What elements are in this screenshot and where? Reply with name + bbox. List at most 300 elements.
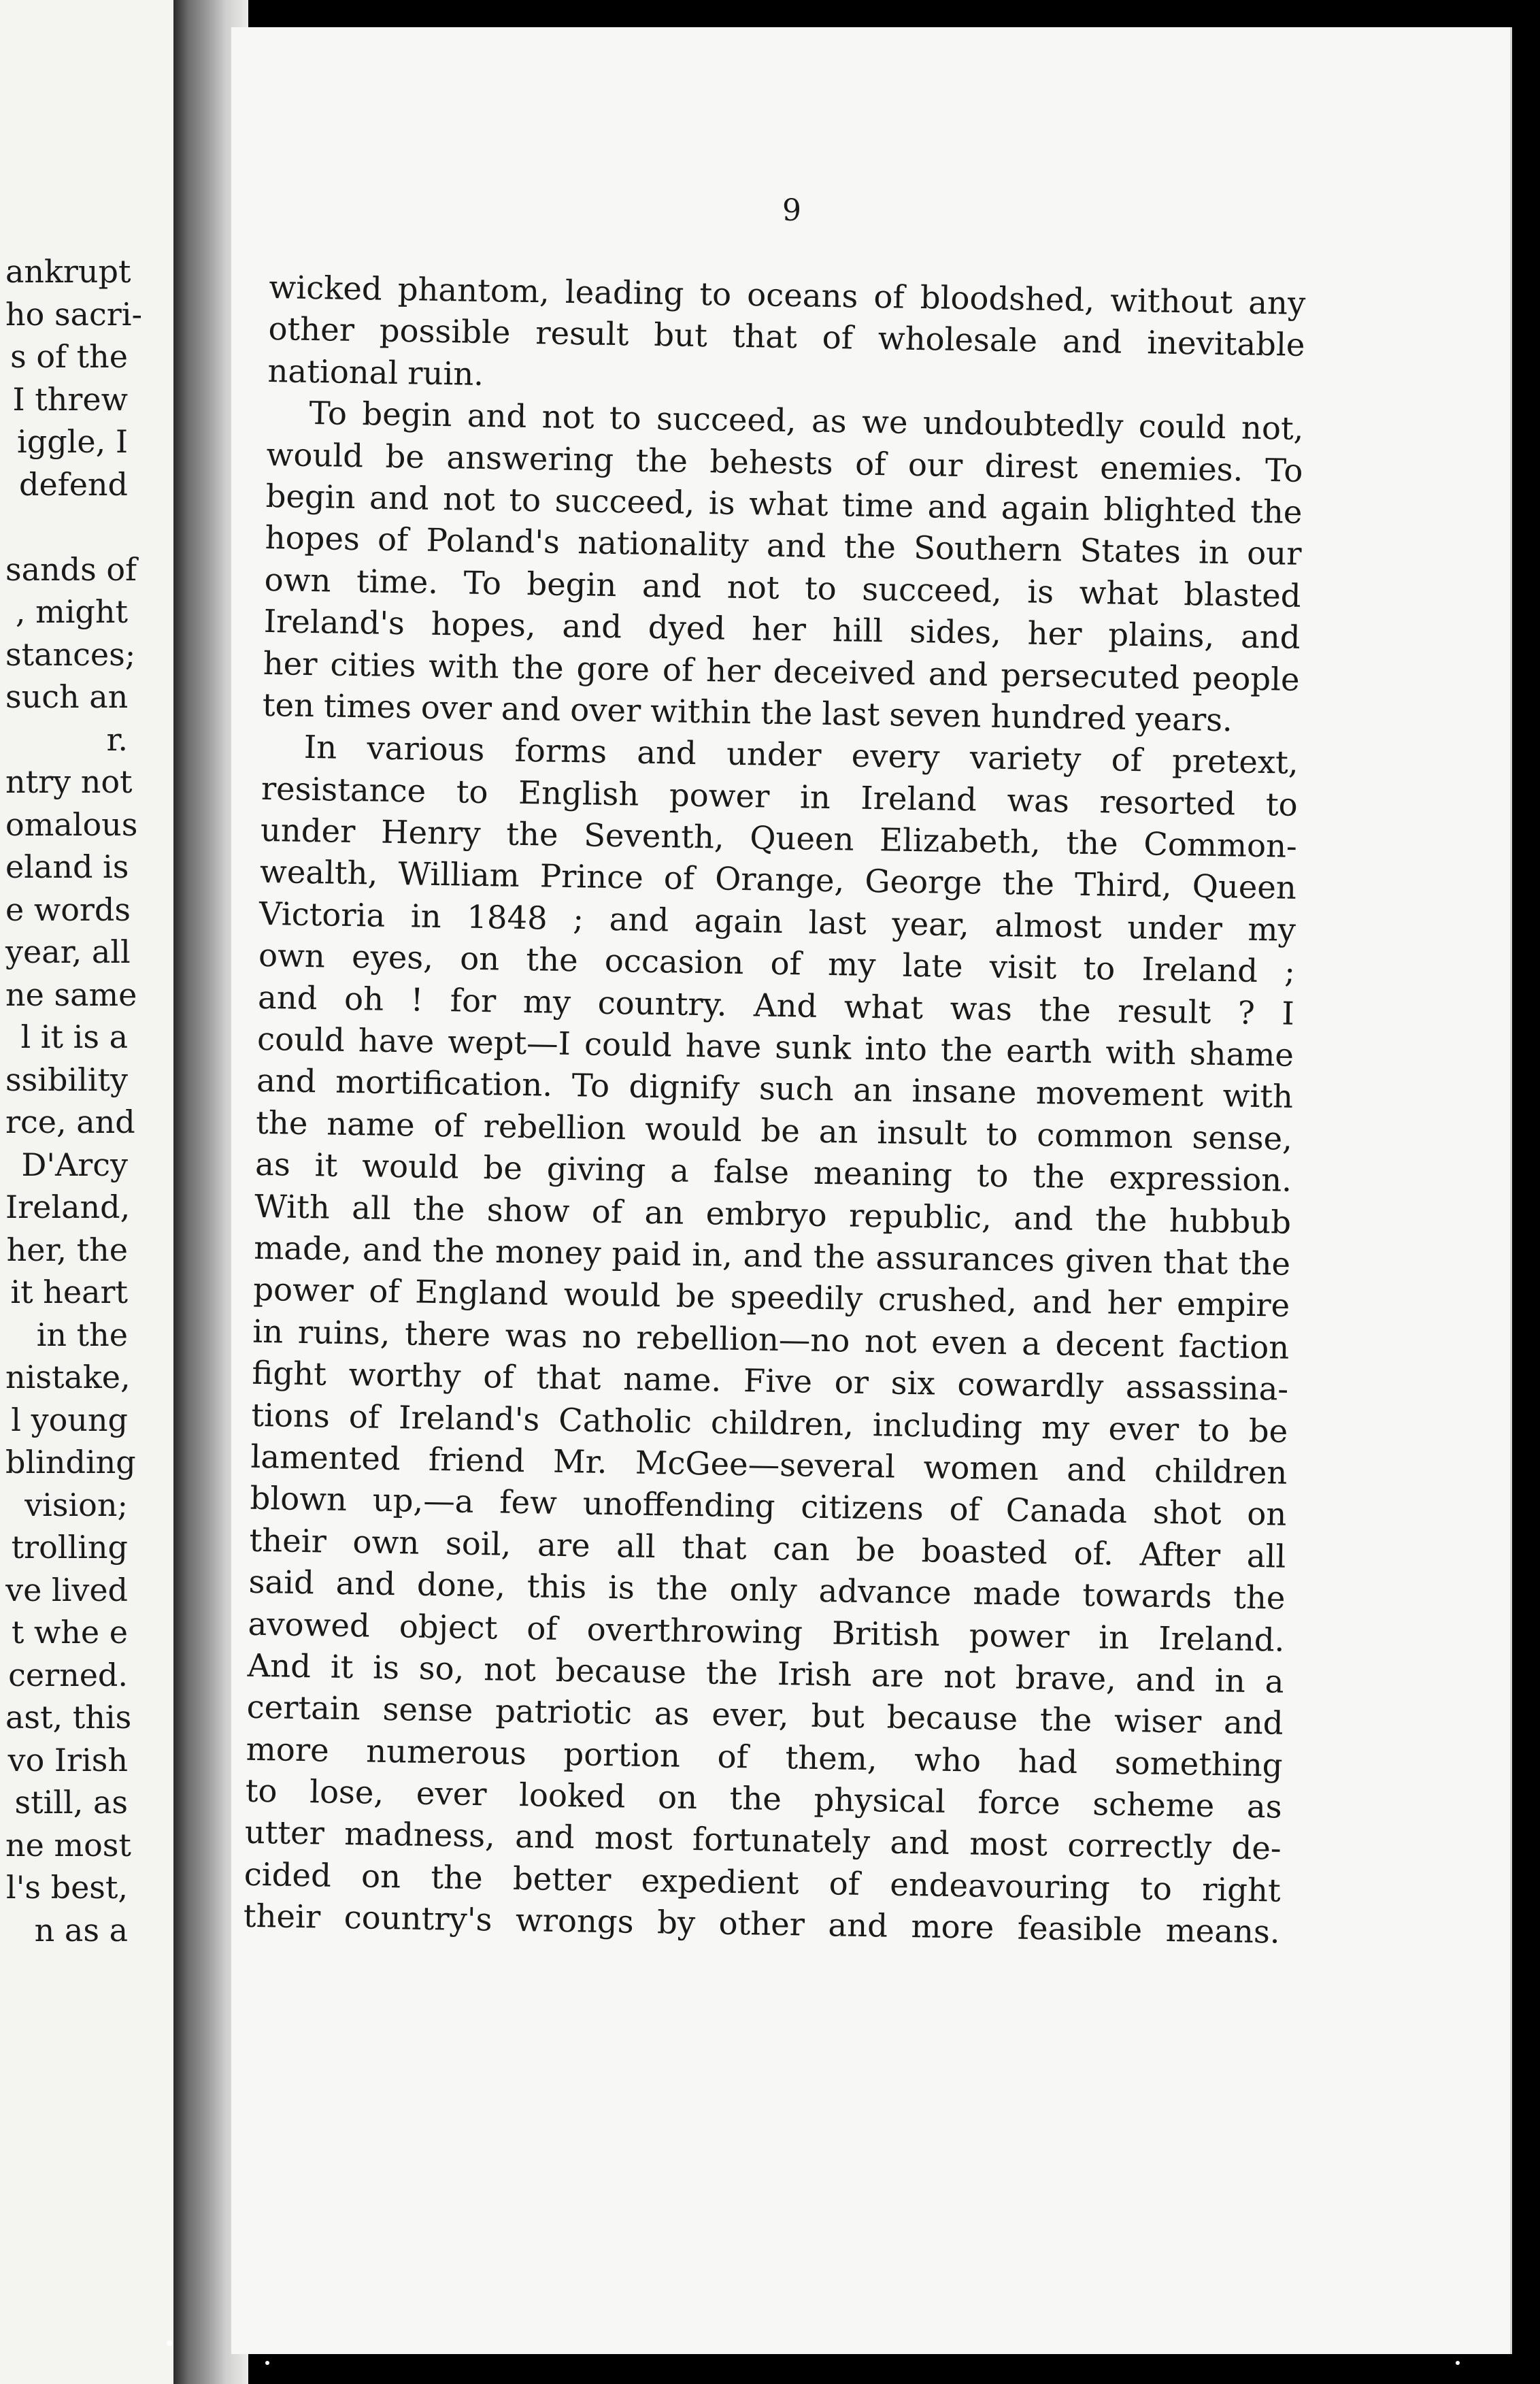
word: towards [1082,1576,1212,1616]
word: would [563,1276,661,1314]
word: the [1250,493,1303,531]
word: in [410,897,442,935]
word: wholesale [877,320,1038,360]
word: for [450,981,497,1020]
word: William [398,855,520,895]
scan-speck [265,2361,269,2365]
word: citizens [800,1488,924,1527]
word: the [635,442,688,480]
word: is [708,484,736,522]
word: as [654,1695,690,1733]
word: on [459,940,500,978]
word: as [254,1146,291,1183]
word: under [1126,908,1223,947]
word: Victoria [258,895,386,934]
word: in [1198,533,1230,572]
word: be [483,1149,523,1187]
word: that [732,318,798,356]
word: and [501,690,561,728]
word: with [1105,1033,1177,1072]
word: only [729,1570,798,1609]
word: would [361,1147,460,1186]
word: and [927,488,988,526]
word: undoubtedly [922,404,1124,444]
word: expedient [641,1861,799,1902]
word: was [1007,781,1070,820]
word: blighted [1103,491,1237,530]
word: up,—a [372,1481,474,1521]
word: because [886,1698,1018,1738]
left-page-fragment-line: cerned. [8,1656,128,1693]
word: and [1240,618,1301,656]
word: show [486,1191,570,1229]
word: behests [709,442,834,482]
word: and [256,1062,317,1100]
word: all [1246,1537,1286,1575]
word: rebellion [483,1107,626,1147]
word: the [505,815,558,853]
word: as [811,402,848,440]
word: and [1013,1199,1074,1238]
word: done, [416,1566,506,1604]
word: country's [344,1899,492,1938]
word: other [268,310,355,349]
word: power [969,1616,1070,1655]
word: sides, [909,612,1002,652]
word: to [456,773,488,810]
word: my [1041,1408,1090,1446]
word: time [841,486,914,525]
word: looked [518,1776,626,1815]
word: of [663,859,695,897]
word: brave, [1015,1659,1117,1698]
word: few [499,1483,558,1522]
word: feasible [1017,1909,1143,1949]
left-page-text-fragments [5,250,142,1951]
word: my [522,982,571,1021]
word: name [326,1105,416,1144]
word: Ireland's [263,603,405,642]
word: deceived [773,652,916,692]
word: plains, [1107,616,1215,655]
word: Poland's [426,522,560,561]
word: not [483,1651,537,1689]
word: any [1248,284,1306,322]
word: ruins, [297,1313,390,1352]
word: on [1246,1495,1287,1534]
word: inevitable [1146,324,1305,364]
word: my [827,946,876,984]
left-page-fragment-line: ssibility [5,1061,128,1098]
word: and [362,1231,422,1269]
word: every [851,737,941,776]
word: fortunately [692,1821,871,1861]
word: of [591,1193,623,1230]
left-page-fragment-line: iggle, I [17,423,128,460]
word: ? [1237,994,1256,1031]
word: it [314,1146,338,1184]
word: After [1139,1536,1221,1574]
word: and [467,397,527,435]
left-page-fragment-line: , might [15,593,128,630]
word: patriotic [495,1692,633,1732]
word: had [1018,1742,1078,1781]
word: within [650,692,752,731]
word: wept—I [447,1023,571,1063]
word: even [931,1323,1007,1361]
word: To [309,395,348,432]
word: year, [892,905,970,944]
word: the [431,1858,484,1897]
left-page-fragment-line: l it is a [20,1019,128,1055]
word: on [361,1857,401,1895]
word: to [1083,950,1116,987]
left-page-fragment-line: defend [19,465,128,503]
word: sunk [774,1028,852,1067]
word: most [594,1819,673,1858]
word: again [694,901,784,940]
word: more [911,1908,994,1947]
word: our [1246,534,1302,573]
left-page-fragment-line: ne same [5,976,137,1013]
word: the [255,1104,308,1142]
word: George [865,863,983,902]
scan-speck [167,2340,172,2346]
word: can [772,1529,831,1568]
word: that [682,1528,747,1566]
word: succeed, [554,482,695,521]
word: sense [382,1691,473,1729]
word: false [713,1153,790,1191]
left-page-fragment-line: vo Irish [7,1741,128,1778]
word: giving [546,1150,646,1189]
word: de- [1231,1829,1282,1868]
word: was [950,989,1013,1027]
word: not [541,398,595,436]
word: be [385,437,425,476]
word: the [1039,991,1092,1029]
word: expression. [1109,1159,1292,1199]
word: not [943,1657,997,1695]
word: lose, [309,1773,384,1811]
word: faction [1178,1327,1290,1366]
word: most [969,1825,1048,1864]
word: not [442,480,496,518]
word: and [514,1818,575,1856]
left-page-fragment-line: l's best, [6,1869,128,1906]
word: ever [1108,1410,1179,1448]
word: lamented [250,1438,401,1478]
left-page-fragment-line: sands of [5,550,137,588]
word: her [1027,614,1082,652]
word: her [263,644,318,682]
word: occasion [604,942,744,982]
word: wrongs [515,1902,634,1940]
word: Queen [749,819,854,858]
word: nationality [577,524,750,564]
word: the [1094,1200,1148,1239]
word: their [243,1897,321,1936]
word: unoffending [582,1485,775,1525]
word: insane [911,1072,1017,1111]
word: could [584,1025,673,1064]
word: to [986,1115,1018,1153]
word: years. [1135,699,1233,739]
word: various [367,729,485,769]
word: not, [1241,409,1304,448]
word: numerous [365,1732,527,1772]
word: sense, [1192,1119,1293,1157]
word: the [526,941,579,979]
word: the [729,1779,782,1818]
word: and [369,479,430,517]
word: in [1098,1618,1130,1656]
word: McGee—several [635,1444,896,1485]
word: overthrowing [586,1610,803,1651]
left-page-fragment-line: blinding [5,1444,136,1480]
word: of [368,1272,400,1310]
left-page-fragment-line: Ireland, [5,1189,131,1225]
word: of [1111,741,1143,779]
word: have [685,1027,762,1065]
word: Third, [1074,866,1173,905]
word: ; [1284,953,1296,991]
word: what [1079,574,1159,612]
word: of [482,1358,515,1396]
word: of [717,1738,749,1775]
word: children [1154,1452,1288,1491]
word: common [1036,1116,1173,1155]
word: and [641,567,702,605]
word: a [1265,1663,1284,1700]
word: blown [250,1480,348,1519]
word: is [607,1569,635,1606]
word: her [1107,1284,1162,1323]
word: into [864,1029,928,1068]
word: time. [356,562,439,601]
word: under [726,735,822,774]
word: assurances [875,1239,1055,1279]
word: shot [1152,1493,1222,1532]
word: scheme [1092,1785,1215,1825]
word: And [247,1646,312,1685]
word: are [537,1526,591,1564]
word: wiser [1114,1702,1202,1741]
word: direst [984,447,1079,486]
word: be [1248,1412,1288,1450]
word: Canada [1005,1491,1128,1531]
word: no [582,1318,622,1356]
word: seven [888,696,982,735]
word: the [1039,1701,1092,1739]
word: Ireland [1141,950,1258,990]
word: pretext, [1171,742,1299,782]
word: because [555,1651,687,1691]
word: enemies. [1099,448,1243,489]
word: own [264,561,331,599]
word: of [822,319,854,357]
word: the [512,648,565,686]
word: begin [265,477,356,516]
word: what [843,988,924,1026]
left-page-fragment-line: r. [106,721,128,758]
word: to [1197,1411,1231,1448]
word: almost [994,906,1103,946]
word: and [562,607,622,646]
word: correctly [1067,1827,1212,1866]
left-page-fragment-line: l young [11,1401,128,1438]
left-page-fragment-line: s of the [10,338,128,375]
word: resorted [1099,782,1236,823]
word: the [760,694,813,732]
word: earth [1005,1032,1092,1071]
word: rebellion—no [635,1319,850,1359]
word: insult [877,1114,968,1153]
word: including [872,1406,1023,1446]
word: is [372,1649,400,1687]
word: by [656,1904,696,1942]
word: British [831,1614,941,1653]
word: variety [969,739,1082,778]
left-page-fragment-line: nistake, [5,1359,131,1395]
word: of [377,520,409,559]
word: not [864,1322,918,1360]
word: of [433,1106,465,1144]
word: such [758,1070,835,1108]
word: be [675,1277,716,1315]
word: persecuted [1000,656,1180,696]
word: certain [246,1689,361,1727]
word: physical [814,1781,946,1820]
word: and [1223,1704,1284,1742]
left-page-fragment-line: such an [5,678,129,715]
word: and [636,733,697,772]
word: ten [262,686,315,725]
word: Mr. [552,1442,607,1480]
word: leading [565,273,684,312]
word: fight [252,1354,327,1393]
word: English [518,774,639,813]
word: meaning [813,1154,953,1194]
word: to [976,1157,1009,1195]
word: Prince [539,857,644,897]
word: my [1248,910,1296,948]
word: Elizabeth, [879,821,1041,861]
word: with [428,647,499,685]
word: and [1032,1283,1092,1321]
word: Catholic [558,1401,692,1440]
word: hubbub [1169,1202,1292,1241]
word: to [509,481,541,519]
word: hundred [990,697,1126,737]
word: children, [710,1403,854,1443]
word: to [609,399,642,437]
word: Five [743,1362,813,1400]
left-page-fragment-line: eland is [5,848,129,885]
word: that [535,1359,601,1397]
word: of [873,278,905,316]
word: paid [612,1235,682,1273]
word: the [813,1238,866,1276]
word: the [1032,1158,1085,1196]
word: in, [691,1236,733,1274]
word: to [699,275,732,313]
word: hopes, [431,605,537,644]
word: result [535,314,629,353]
left-page-fragment-line: ntry not [5,763,133,800]
word: is [1026,573,1054,610]
word: times [323,687,412,726]
word: Ireland [860,779,977,818]
word: gore [576,649,650,688]
word: her [705,651,761,689]
word: friend [428,1440,525,1480]
word: and [828,1906,888,1944]
word: all [616,1527,656,1565]
word: that [1162,1243,1228,1282]
word: given [1065,1242,1153,1280]
word: wicked [269,268,383,308]
word: or [834,1363,869,1402]
word: ! [410,981,424,1019]
word: phantom, [397,270,550,310]
word: In [303,729,337,766]
word: something [1114,1744,1283,1784]
word: To [1265,451,1303,489]
word: tions [251,1396,331,1435]
word: we [861,403,908,441]
word: object [399,1607,498,1646]
word: England [414,1273,549,1313]
word: have [358,1022,435,1060]
word: of [662,650,694,689]
word: as [1246,1787,1283,1825]
word: and [1135,1661,1196,1699]
word: And [753,986,818,1025]
left-page-fragment-line: ve lived [5,1571,128,1608]
word: result [1117,992,1211,1031]
word: mortification. [335,1063,553,1104]
left-page-fragment-line: ast, this [5,1699,132,1736]
word: and [928,655,988,693]
word: and [1062,322,1122,361]
word: eyes, [351,938,434,977]
word: hopes [265,519,361,558]
word: With [254,1187,331,1226]
word: the [1066,824,1119,862]
word: To [463,564,502,602]
word: of [348,1397,380,1436]
word: Ireland. [1158,1619,1285,1659]
left-page-fragment-line: stances; [5,635,136,673]
word: Henry [380,813,482,852]
word: our [907,446,963,484]
word: under [260,811,356,850]
left-page-fragment-line: it heart [10,1274,128,1310]
word: begin [362,395,452,434]
left-page-fragment-line: e words [5,891,131,928]
word: empire [1176,1285,1290,1325]
word: and [890,1824,950,1862]
word: utter [244,1814,325,1853]
word: speedily [730,1278,863,1318]
word: the [1233,1578,1286,1617]
body-text [243,267,1305,1953]
word: Southern [913,529,1062,569]
left-page-fragment-line [5,506,128,548]
left-page-fragment-line: vision; [24,1486,128,1523]
word: be [856,1531,896,1569]
